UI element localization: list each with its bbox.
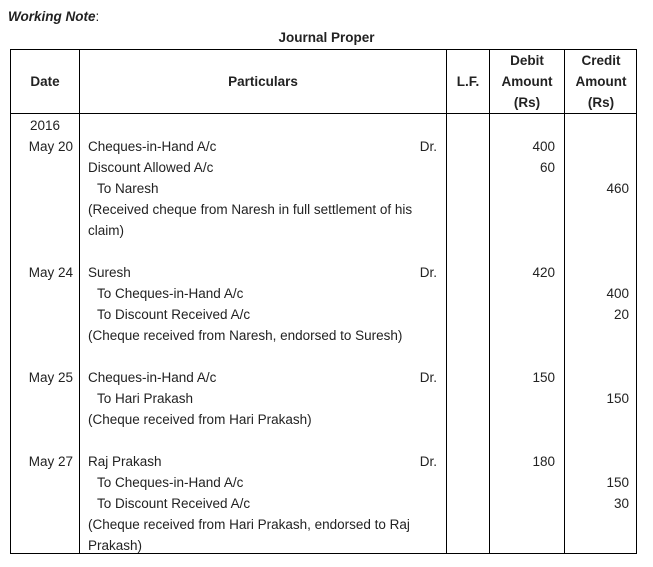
narration-line: (Cheque received from Naresh, endorsed to Suresh)	[88, 328, 403, 343]
debit-amount: 420	[532, 265, 555, 280]
header-debit-line3: (Rs)	[513, 95, 541, 110]
col-divider-lf	[489, 50, 490, 553]
credit-amount: 150	[606, 391, 629, 406]
dr-marker: Dr.	[419, 139, 437, 154]
account-line: To Hari Prakash	[97, 391, 194, 406]
header-credit-line2: Amount	[575, 74, 627, 89]
account-line: Discount Allowed A/c	[88, 160, 214, 175]
narration-line: (Cheque received from Hari Prakash)	[88, 412, 312, 427]
credit-amount: 150	[606, 475, 629, 490]
header-credit-line1: Credit	[581, 53, 621, 68]
credit-amount: 20	[613, 307, 629, 322]
narration-line: (Received cheque from Naresh in full settlement of his	[88, 202, 413, 217]
entry-date: May 24	[28, 265, 73, 280]
header-particulars: Particulars	[228, 74, 298, 89]
journal-table	[10, 49, 637, 554]
header-debit-line1: Debit	[510, 53, 544, 68]
narration-line: (Cheque received from Hari Prakash, endorsed to Raj	[88, 517, 410, 532]
account-line: Suresh	[88, 265, 131, 280]
header-debit-line2: Amount	[501, 74, 553, 89]
header-lf: L.F.	[456, 74, 480, 89]
account-line: To Discount Received A/c	[97, 307, 251, 322]
dr-marker: Dr.	[419, 370, 437, 385]
journal-caption: Journal Proper	[278, 30, 375, 45]
header-date: Date	[30, 74, 60, 89]
col-divider-date	[79, 50, 80, 553]
entry-date: May 20	[28, 139, 73, 154]
account-line: Raj Prakash	[88, 454, 162, 469]
dr-marker: Dr.	[419, 265, 437, 280]
credit-amount: 460	[606, 181, 629, 196]
debit-amount: 180	[532, 454, 555, 469]
debit-amount: 150	[532, 370, 555, 385]
entry-date: May 27	[28, 454, 73, 469]
col-divider-particulars	[446, 50, 447, 553]
entry-date: May 25	[28, 370, 73, 385]
narration-line: Prakash)	[88, 538, 143, 553]
header-divider	[11, 113, 636, 114]
debit-amount: 60	[539, 160, 555, 175]
narration-line: claim)	[88, 223, 124, 238]
account-line: Cheques-in-Hand A/c	[88, 139, 217, 154]
account-line: To Cheques-in-Hand A/c	[97, 286, 244, 301]
working-note-label: Working Note	[8, 9, 96, 24]
debit-amount: 400	[532, 139, 555, 154]
credit-amount: 30	[613, 496, 629, 511]
year-label: 2016	[29, 118, 61, 133]
credit-amount: 400	[606, 286, 629, 301]
account-line: To Naresh	[97, 181, 159, 196]
working-note-colon: :	[95, 9, 100, 24]
header-credit-line3: (Rs)	[587, 95, 615, 110]
account-line: To Cheques-in-Hand A/c	[97, 475, 244, 490]
dr-marker: Dr.	[419, 454, 437, 469]
account-line: Cheques-in-Hand A/c	[88, 370, 217, 385]
working-note-heading	[8, 9, 99, 24]
account-line: To Discount Received A/c	[97, 496, 251, 511]
